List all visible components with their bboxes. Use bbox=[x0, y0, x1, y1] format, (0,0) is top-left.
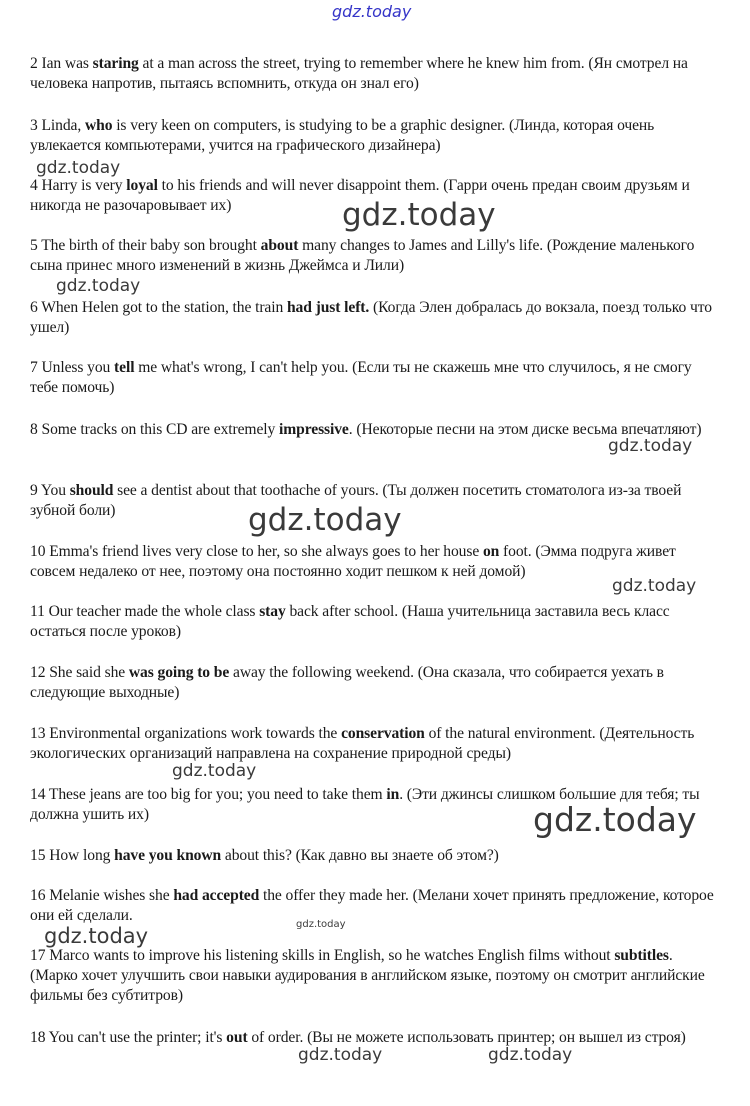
answer-entry: 7 Unless you tell me what's wrong, I can't help you. (Если ты не скажешь мне что случилось, я не смогу тебе помочь) bbox=[30, 359, 692, 396]
answer-entry: 11 Our teacher made the whole class stay back after school. (Наша учительница заставила весь класс остаться после уроков) bbox=[30, 603, 670, 640]
answer-word: stay bbox=[259, 603, 286, 620]
answer-entry: 17 Marco wants to improve his listening skills in English, so he watches English films without subtitles. (Марко хочет улучшить свои навыки аудирования в английском языке, поэтому он смотрит английские фильмы без субтитров) bbox=[30, 947, 705, 1004]
answer-word: had accepted bbox=[173, 887, 260, 904]
answer-entry: 15 How long have you known about this? (Как давно вы знаете об этом?) bbox=[30, 847, 499, 864]
answer-word: conservation bbox=[341, 725, 425, 742]
answer-entry: 6 When Helen got to the station, the train had just left. (Когда Элен добралась до вокзала, поезд только что ушел) bbox=[30, 299, 712, 336]
answer-word: had just left. bbox=[286, 299, 370, 316]
watermark: gdz.today bbox=[44, 924, 149, 948]
answer-entry: 5 The birth of their baby son brought about many changes to James and Lilly's life. (Рождение маленького сына принес много изменений в жизнь Джеймса и Лили) bbox=[30, 237, 695, 274]
watermark: gdz.today bbox=[248, 502, 402, 538]
answer-word: out bbox=[226, 1029, 248, 1046]
answer-entry: 3 Linda, who is very keen on computers, is studying to be a graphic designer. (Линда, которая очень увлекается компьютерами, учится на графического дизайнера) bbox=[30, 117, 655, 154]
answer-word: on bbox=[482, 543, 500, 560]
watermark: gdz.today bbox=[342, 197, 496, 233]
answer-entry: 13 Environmental organizations work towards the conservation of the natural environment. (Деятельность экологических организаций направлена на сохранение природной среды) bbox=[30, 725, 695, 762]
answer-entry: 10 Emma's friend lives very close to her, so she always goes to her house on foot. (Эмма подруга живет совсем недалеко от нее, поэтому она постоянно ходит пешком к ней домой) bbox=[30, 543, 676, 580]
answer-word: have you known bbox=[114, 847, 222, 864]
answer-word: who bbox=[84, 117, 113, 134]
watermark: gdz.today bbox=[332, 2, 412, 21]
answer-entry: 8 Some tracks on this CD are extremely impressive. (Некоторые песни на этом диске весьма впечатляют) bbox=[30, 421, 702, 438]
answer-entry: 14 These jeans are too big for you; you need to take them in. (Эти джинсы слишком большие для тебя; ты должна ушить их) bbox=[30, 786, 700, 823]
answer-entry: 16 Melanie wishes she had accepted the offer they made her. (Мелани хочет принять предложение, которое они ей сделали. bbox=[30, 887, 714, 924]
answer-word: in bbox=[386, 786, 400, 803]
answer-word: should bbox=[69, 482, 114, 499]
watermark: gdz.today bbox=[56, 276, 141, 296]
watermark: gdz.today bbox=[172, 761, 257, 781]
answer-word: loyal bbox=[126, 177, 158, 194]
watermark: gdz.today bbox=[533, 800, 697, 839]
answer-entry: 9 You should see a dentist about that toothache of yours. (Ты должен посетить стоматолога из-за твоей зубной боли) bbox=[30, 482, 682, 519]
answer-word: staring bbox=[92, 55, 139, 72]
answer-entry: 18 You can't use the printer; it's out of order. (Вы не можете использовать принтер; он вышел из строя) bbox=[30, 1029, 686, 1046]
answer-entry: 2 Ian was staring at a man across the street, trying to remember where he knew him from. (Ян смотрел на человека напротив, пытаясь вспомнить, откуда он знал его) bbox=[30, 55, 688, 92]
answer-word: about bbox=[260, 237, 299, 254]
answer-word: impressive bbox=[279, 421, 349, 438]
watermark: gdz.today bbox=[608, 436, 693, 456]
watermark: gdz.today bbox=[296, 919, 346, 930]
answer-word: tell bbox=[114, 359, 135, 376]
answer-word: was going to be bbox=[128, 664, 230, 681]
answer-word: subtitles bbox=[614, 947, 669, 964]
watermark: gdz.today bbox=[612, 576, 697, 596]
watermark: gdz.today bbox=[488, 1045, 573, 1065]
answer-entry: 4 Harry is very loyal to his friends and will never disappoint them. (Гарри очень предан своим друзьям и никогда не разочаровывает их) bbox=[30, 177, 690, 214]
watermark: gdz.today bbox=[36, 158, 121, 178]
answer-entry: 12 She said she was going to be away the following weekend. (Она сказала, что собирается уехать в следующие выходные) bbox=[30, 664, 664, 701]
watermark: gdz.today bbox=[298, 1045, 383, 1065]
